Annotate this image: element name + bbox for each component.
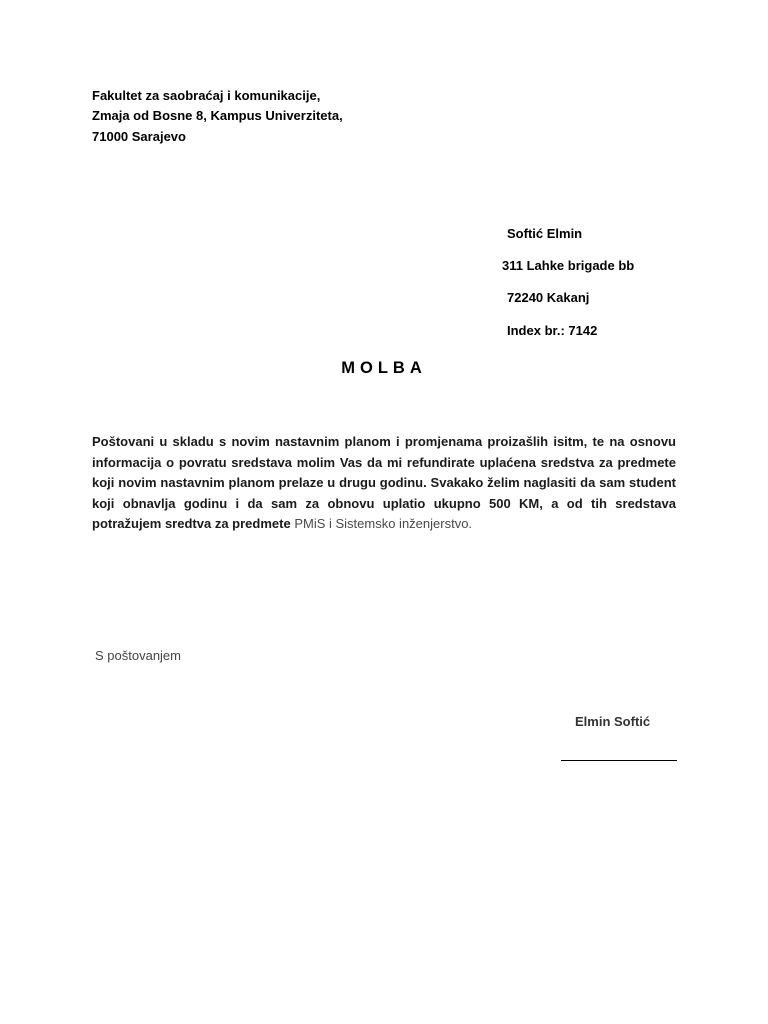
signature-name: Elmin Softić bbox=[575, 714, 651, 729]
signature-line bbox=[561, 760, 677, 761]
letter-body bbox=[92, 432, 676, 535]
applicant-index: Index br.: 7142 bbox=[507, 323, 598, 338]
sender-line-street: Zmaja od Bosne 8, Kampus Univerziteta, bbox=[92, 108, 343, 123]
letter-body-subjects: PMiS i Sistemsko inženjerstvo. bbox=[294, 516, 473, 532]
sender-line-city: 71000 Sarajevo bbox=[92, 129, 186, 144]
applicant-street: 311 Lahke brigade bb bbox=[502, 258, 635, 273]
letter-body-main: Poštovani u skladu s novim nastavnim planom i promjenama proizašlih isitm, te na osnovu informacija o povratu sredstava molim Vas da mi refundirate uplaćena sredstva za predmete koji novim nastavnim planom prelaze u drugu godinu. Svakako želim naglasiti da sam student koji obnavlja godinu i da sam za obnovu uplatio ukupno 500 KM, a od tih sredstava potražujem sredtva za predmete bbox=[92, 434, 676, 532]
closing-salutation: S poštovanjem bbox=[95, 648, 181, 663]
applicant-city: 72240 Kakanj bbox=[507, 290, 590, 305]
sender-line-institution: Fakultet za saobraćaj i komunikacije, bbox=[92, 88, 321, 103]
document-title: MOLBA bbox=[341, 359, 427, 377]
applicant-name: Softić Elmin bbox=[507, 226, 583, 241]
